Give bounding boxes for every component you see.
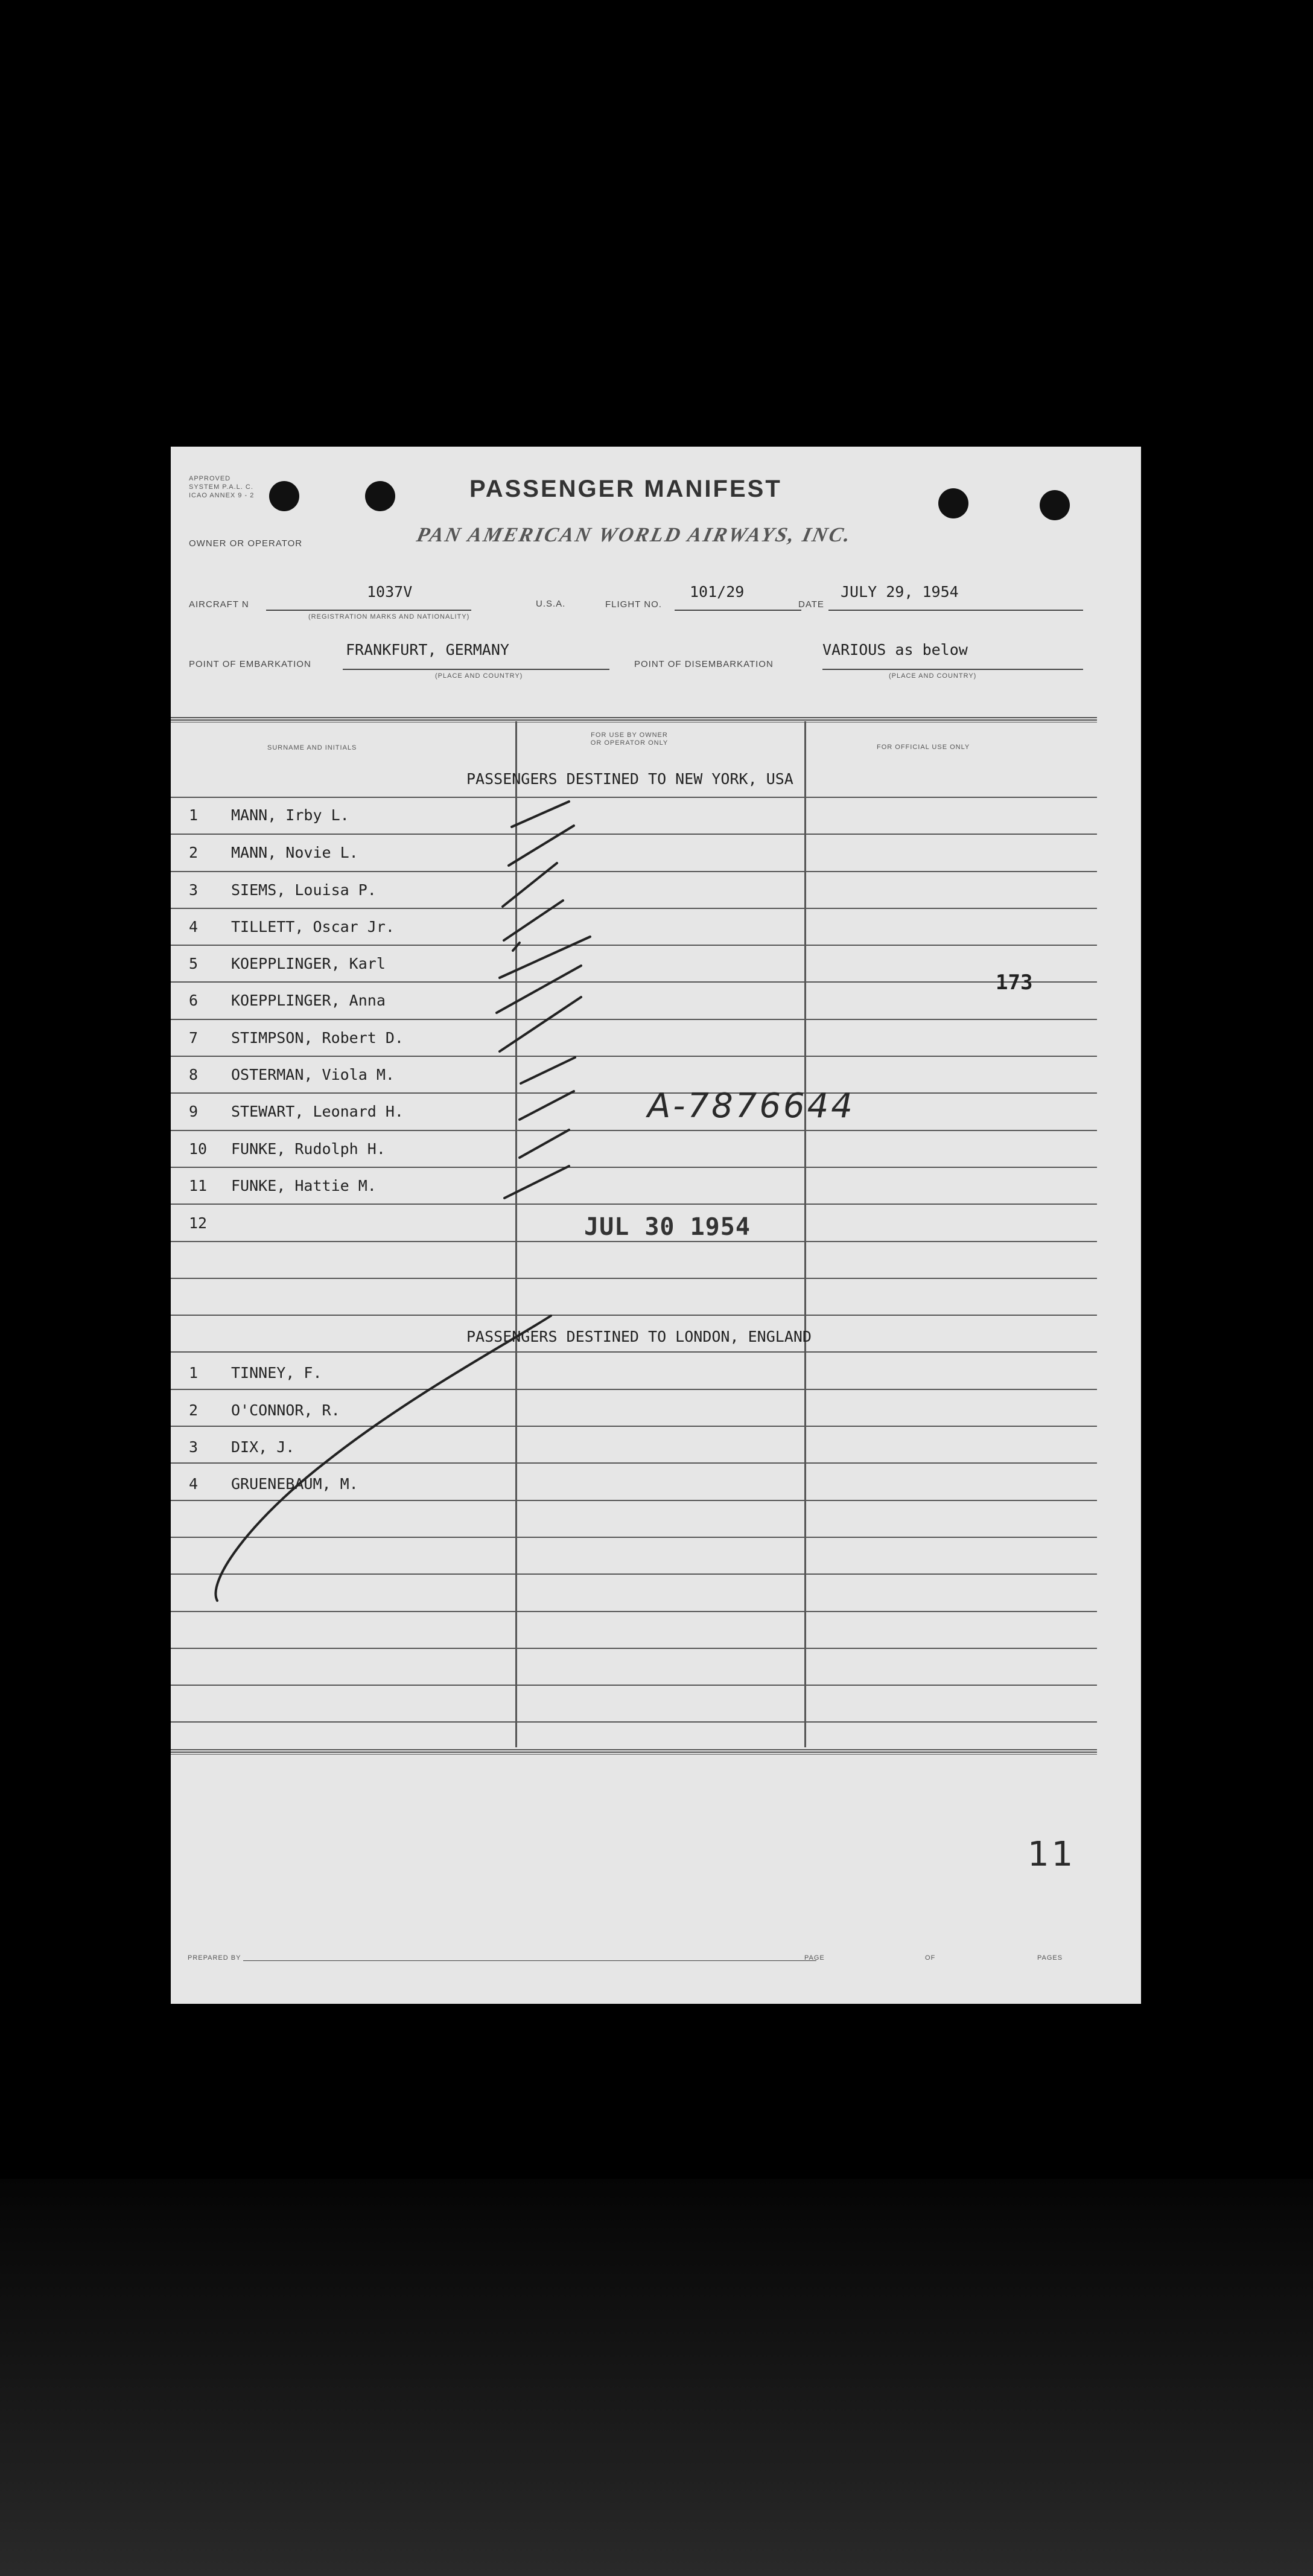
date-stamp: JUL 30 1954 (584, 1213, 751, 1241)
column-header-surname: SURNAME AND INITIALS (267, 744, 357, 751)
page-label: PAGE (804, 1954, 825, 1962)
check-stroke (500, 937, 590, 978)
form-title: PASSENGER MANIFEST (469, 476, 782, 502)
section-heading: PASSENGERS DESTINED TO NEW YORK, USA (466, 770, 793, 788)
check-stroke (504, 901, 563, 940)
check-stroke (503, 863, 557, 907)
check-stroke (520, 1130, 569, 1158)
check-stroke (504, 1166, 569, 1198)
of-label: OF (925, 1954, 936, 1962)
approval-line: ICAO ANNEX 9 - 2 (189, 492, 255, 499)
flight-label: FLIGHT NO. (605, 599, 662, 610)
check-marks (171, 447, 1141, 2004)
place-note: (PLACE AND COUNTRY) (435, 672, 523, 680)
official-number: 173 (996, 971, 1033, 995)
owner-label: OWNER OR OPERATOR (189, 538, 303, 549)
operator-name: PAN AMERICAN WORLD AIRWAYS, INC. (415, 524, 854, 546)
manifest-sheet: APPROVED SYSTEM P.A.L. C. ICAO ANNEX 9 - 2 PASSENGER MANIFEST OWNER OR OPERATOR PAN AMERICAN WORLD AIRWAYS, INC. AIRCRAFT N 1037V (REGISTRATION MARKS AND NATIONALITY) U.S.A. FLIGHT NO. 101/29 DATE JULY 29, 1954 POINT OF EMBARKATION FRANKFURT, GERMANY (PLACE AND COUNTRY) POINT OF DISEMBARKATION VARIOUS as below (PLACE AND COUNTRY) SURNAME AND INITIALS FOR USE BY OWNER OR OPERATOR ONLY FOR OFFICIAL USE ONLY PASSENGERS DESTINED TO NEW YORK, USA 1 MANN, Irby L. 2 MANN, Novie L. 3 SIEMS, Louisa P. 4 TILLETT, Oscar Jr. 5 KOEPPLINGER, Karl 6 KOEPPLINGER, Anna 7 STIMPSON, Robert D. 8 OSTERMAN, Viola M. 9 STEWART, Leonard H. 10 FUNKE, Rudolph H. 11 FUNKE, Hattie M. 12 PASSENGERS DESTINED TO LONDON, ENGLAND 1 TINNEY, F. 2 O'CONNOR, R. 3 DIX, J. 4 GRUENEBAUM, M. 173 A-7876644 JUL 30 1954 11 PREPARED BY PAGE OF PAGES (171, 447, 1141, 2004)
check-stroke (512, 802, 569, 827)
embarkation-label: POINT OF EMBARKATION (189, 659, 311, 669)
section-heading: PASSENGERS DESTINED TO LONDON, ENGLAND (466, 1328, 812, 1345)
column-header-owner: FOR USE BY OWNER OR OPERATOR ONLY (590, 732, 669, 747)
check-stroke (520, 1091, 574, 1120)
column-header-official: FOR OFFICIAL USE ONLY (877, 744, 970, 751)
check-stroke (513, 943, 520, 951)
disembarkation-value: VARIOUS as below (822, 641, 968, 658)
approval-line: APPROVED (189, 475, 231, 482)
place-note: (PLACE AND COUNTRY) (889, 672, 977, 680)
approval-line: SYSTEM P.A.L. C. (189, 483, 253, 491)
table-bottom-rule (171, 1749, 1097, 1755)
embarkation-value: FRANKFURT, GERMANY (346, 641, 509, 658)
usa-label: U.S.A. (536, 599, 566, 609)
handwritten-number: A-7876644 (647, 1086, 855, 1126)
aircraft-value: 1037V (367, 583, 413, 601)
pages-label: PAGES (1037, 1954, 1063, 1962)
date-value: JULY 29, 1954 (841, 583, 959, 601)
aircraft-label: AIRCRAFT N (189, 599, 249, 610)
scanner-bed-band (0, 2179, 1313, 2576)
prepared-by-label: PREPARED BY (188, 1954, 241, 1962)
disembarkation-label: POINT OF DISEMBARKATION (634, 659, 774, 669)
check-stroke (509, 826, 574, 866)
date-label: DATE (798, 599, 824, 610)
bracket-stroke (215, 1316, 551, 1601)
registration-note: (REGISTRATION MARKS AND NATIONALITY) (308, 613, 470, 620)
flight-value: 101/29 (690, 583, 745, 601)
check-stroke (521, 1057, 575, 1083)
page-count-mark: 11 (1028, 1835, 1076, 1874)
